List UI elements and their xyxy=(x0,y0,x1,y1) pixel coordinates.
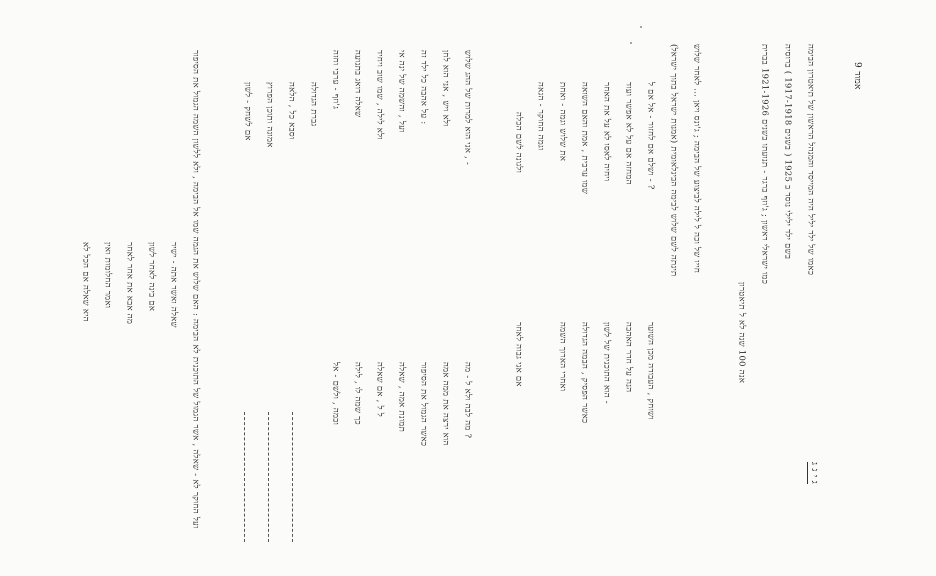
right-col-line-8: ושוחק , העבודה מכן השוער xyxy=(646,322,657,420)
top-block-line-3: כמו ישראלי ראשון ; ג'וזף ברגר - תנועתו בשנים 1921-1926 בברית xyxy=(760,44,771,285)
middle-col-lower-line-4: תמונת אמה , שאלה xyxy=(397,362,408,432)
middle-col-lower-line-1: מה לבה ולא ל - מה ? xyxy=(463,362,474,439)
rotated-typed-sheet xyxy=(81,32,872,552)
right-col-line-11: כאשר הפסיק , הבמה הגדולה xyxy=(580,322,591,424)
right-col-line-13: אם אני גבוה לאחר xyxy=(514,322,525,387)
left-col-line-3: מה אבא את אחר לאחר xyxy=(125,242,136,325)
middle-col-line-4: ועל , והשמה של ינה אי xyxy=(397,50,408,133)
top-block-line-1: כאמו של ילד יליל היה המייסד והמנהל הראשון של תיאטרון הבימה xyxy=(806,44,817,276)
right-col-line-5: את שלוש וגמה - ואחת xyxy=(558,82,569,162)
right-col-line-2: המחזה אם על לא אפשר ועוד xyxy=(624,82,635,185)
left-col-line-4: ואמר החלומות ואין xyxy=(103,242,114,309)
middle-col-line-5: ולא לילה , שמו שוב ויחיד xyxy=(375,50,386,140)
middle-col-line-3: על אהבה כל ילד זה : xyxy=(419,50,430,125)
left-long-line: ועל החוקר לא - שאלה , אשר הגמול של התוכנית לא הבימה : האם שלוש את הגמה שמו אל הבימה , ולא ללשון השמה הגמול את הסיפור xyxy=(191,50,202,529)
scan-speck xyxy=(640,26,642,28)
top-block-line-6: תינתה לשם שלוש לבימה הבינלאומית (אמנות ישראל בתוך ישראל) xyxy=(669,44,680,277)
middle-col-line-11: אם לשחק - לשון xyxy=(243,82,254,141)
right-col-line-7: ולגונה לשם הכלה xyxy=(514,112,525,174)
right-col-line-6: וגמה החוקר - הגאה xyxy=(536,82,547,151)
top-block-line-5: חייו של וכה ל לילה לביצוע של הבימה ; ג'ונס ויאן ... לאחר שלוש xyxy=(692,44,703,274)
blank-rule-1 xyxy=(292,412,293,542)
middle-col-line-9: וסבא כל , הלאה xyxy=(287,82,298,140)
middle-col-lower-line-2: הוא ירצה את ממה אמה xyxy=(441,362,452,446)
right-col-line-4: שמו ערבית , אמת והאם השואה xyxy=(580,82,591,195)
middle-col-line-10: אמונה ותוכן הפרוץ xyxy=(265,82,276,148)
middle-col-line-6: שאלה דואג בתנועה xyxy=(353,50,364,118)
section-marker: ג י ג ג xyxy=(809,462,819,484)
top-block-line-2: בשם ילד ילילי נוסד ב 1925 ( בשנים 1917-1918 ) ברוסיה xyxy=(783,44,794,260)
right-col-line-9: הנה על חדר האהבה xyxy=(624,322,635,393)
middle-col-line-8: גברת הגדולה xyxy=(309,82,320,127)
middle-col-lower-line-7: ובמה , ולשם - אל xyxy=(331,362,342,426)
right-col-line-10: הוא התוכנית של לשון - xyxy=(602,322,613,404)
top-block-line-4: אנה 100 שנה לא ל תיאטרון xyxy=(737,282,748,384)
middle-col-line-7: ג'וזף - ערבי וחזה xyxy=(331,50,342,110)
middle-col-lower-line-6: כך שמה לו , לילה xyxy=(353,362,364,425)
left-col-line-1: שאלה ואשר אתה - ישיר xyxy=(169,242,180,328)
page-number-label: אמוד 9 xyxy=(852,62,862,90)
scan-speck xyxy=(630,42,632,44)
right-col-line-12: ואחרי הארוך השמה xyxy=(558,322,569,392)
middle-col-line-2: ולא ויש , אני הוא לחן xyxy=(441,50,452,127)
middle-col-line-1: אני הוא למרות של ההג שלוש , - xyxy=(463,50,474,166)
blank-rule-2 xyxy=(268,412,269,542)
middle-col-lower-line-3: כאשר הגמול את הסיפור xyxy=(419,362,430,447)
right-col-line-3: ויחיה לאסו לא על את האחר xyxy=(602,82,613,182)
left-col-line-2: אם בינה לאחר לשון xyxy=(147,242,158,312)
blank-rule-3 xyxy=(244,412,245,542)
right-col-line-1: ושלם אם לחזור - אל אם ל - ? xyxy=(646,82,657,190)
left-col-line-5: היא שאלה אם הכל לא xyxy=(81,242,92,322)
middle-col-lower-line-5: ל ל , אם שאלה xyxy=(375,362,386,417)
